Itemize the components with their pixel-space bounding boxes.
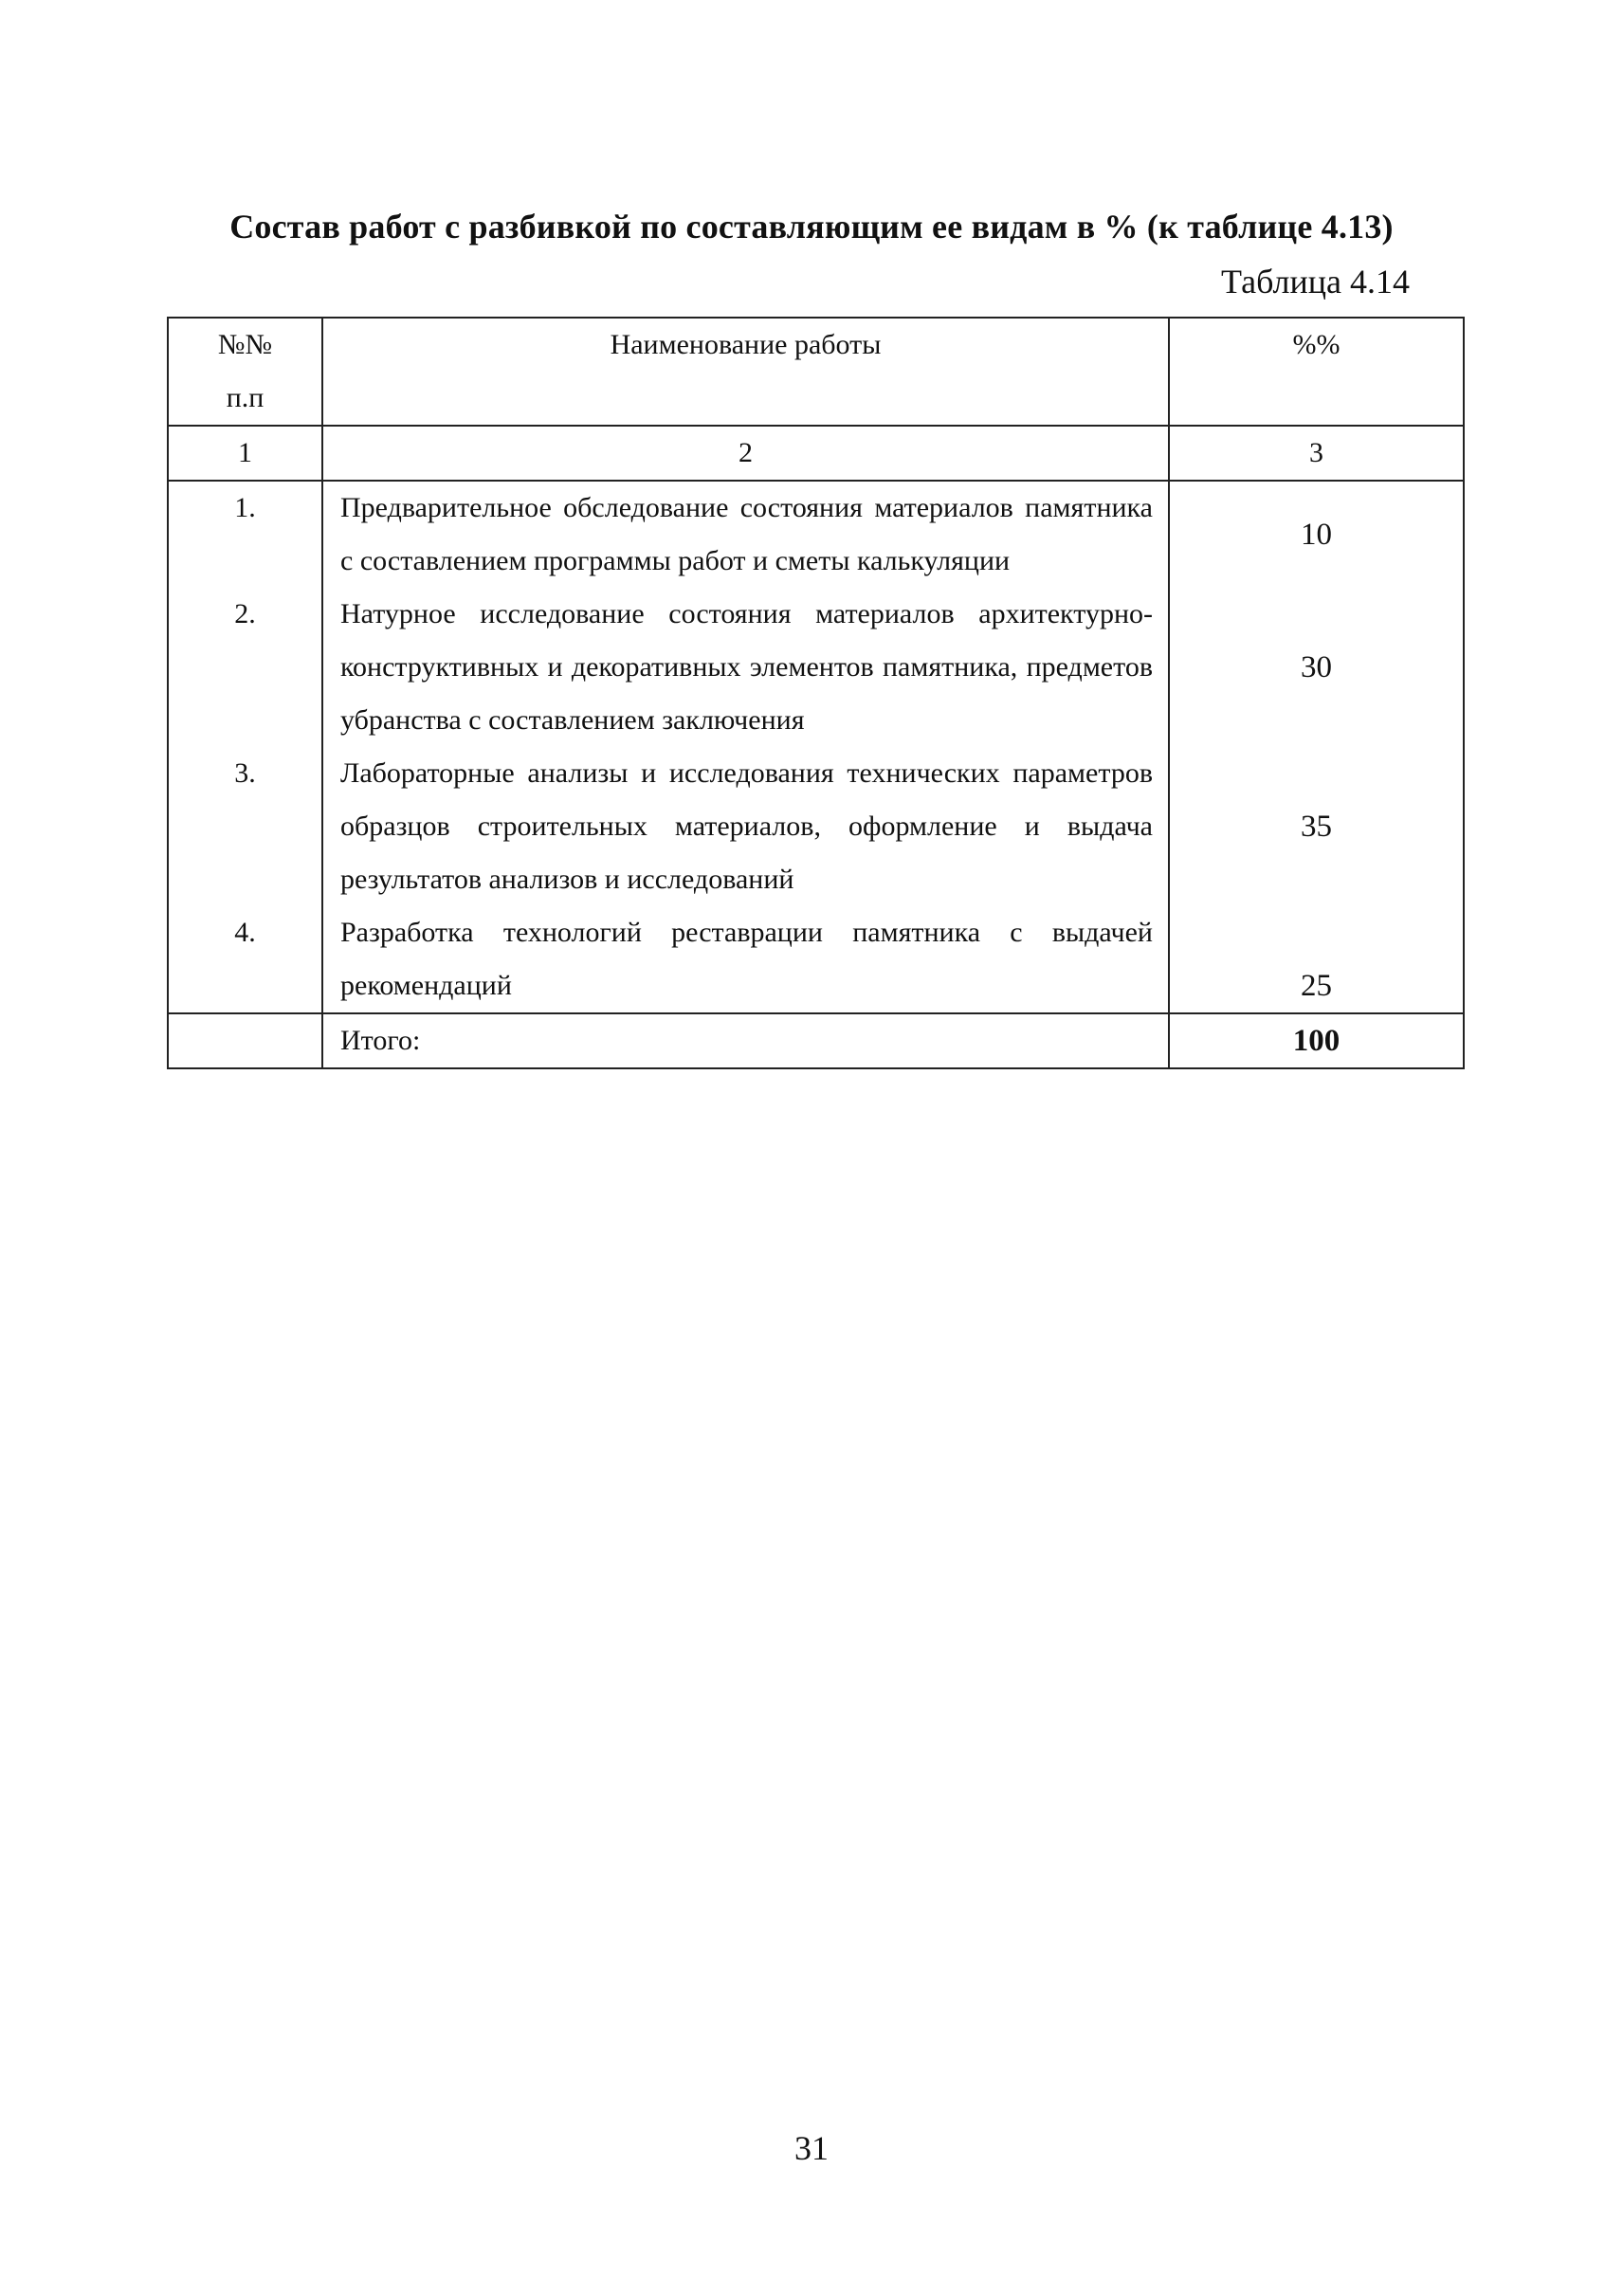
page-number: 31	[794, 2129, 829, 2167]
total-empty-cell	[168, 1013, 322, 1068]
row-number: 4.	[168, 906, 322, 1013]
header-num-line2: п.п	[226, 382, 264, 413]
table-row	[168, 906, 1464, 1013]
row-percent: 35	[1169, 747, 1464, 906]
row-number: 3.	[168, 747, 322, 906]
row-work-name: Разработка технологий реставрации памятника с выдачей рекомендаций	[322, 906, 1169, 1013]
row-work-name: Предварительное обследование состояния материалов памятника с составлением программы работ и сметы калькуляции	[322, 481, 1169, 588]
column-numbers-row	[168, 426, 1464, 481]
table-row	[168, 588, 1464, 747]
column-number-3: 3	[1169, 426, 1464, 481]
column-number-2: 2	[322, 426, 1169, 481]
row-percent: 10	[1169, 481, 1464, 588]
row-percent: 25	[1169, 906, 1464, 1013]
header-pct: %%	[1169, 318, 1464, 426]
table-row	[168, 747, 1464, 906]
total-row	[168, 1013, 1464, 1068]
row-number: 2.	[168, 588, 322, 747]
row-percent: 30	[1169, 588, 1464, 747]
table-header-row	[168, 318, 1464, 426]
header-num-line1: №№	[217, 329, 273, 360]
row-number: 1.	[168, 481, 322, 588]
header-name: Наименование работы	[322, 318, 1169, 426]
table-row	[168, 481, 1464, 588]
total-percent: 100	[1169, 1013, 1464, 1068]
row-work-name: Лабораторные анализы и исследования технических параметров образцов строительных материалов, оформление и выдача результатов анализов и исследований	[322, 747, 1169, 906]
total-label: Итого:	[322, 1013, 1169, 1068]
header-num	[168, 318, 322, 426]
works-breakdown-table	[167, 317, 1465, 1069]
row-work-name: Натурное исследование состояния материалов архитектурно-конструктивных и декоративных элементов памятника, предметов убранства с составлением заключения	[322, 588, 1169, 747]
table-number-label: Таблица 4.14	[1221, 263, 1410, 301]
column-number-1: 1	[168, 426, 322, 481]
document-heading: Состав работ с разбивкой по составляющим ее видам в % (к таблице 4.13)	[229, 208, 1394, 246]
